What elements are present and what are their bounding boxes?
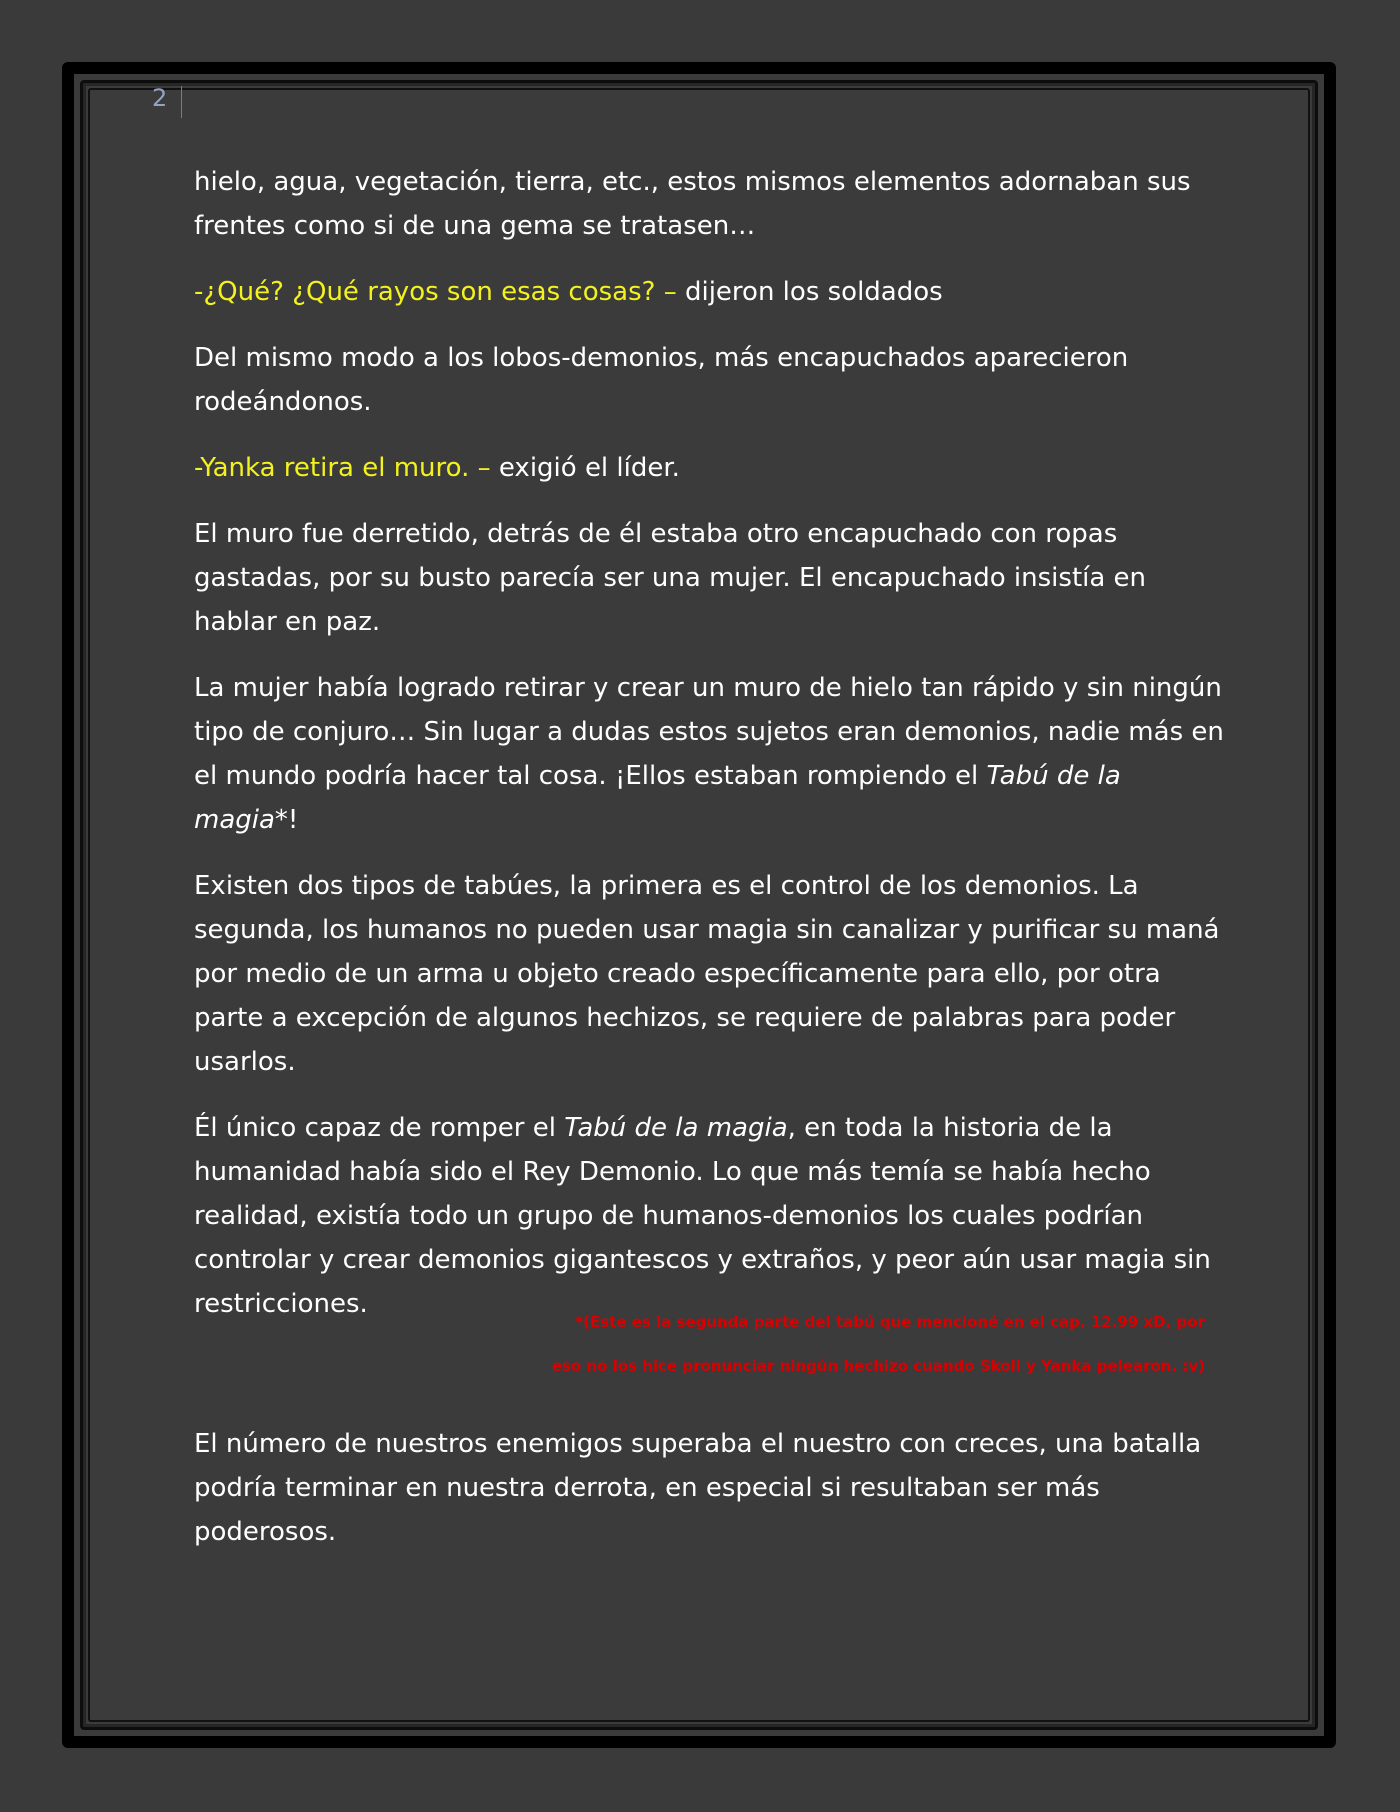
- paragraph-text: *!: [274, 805, 299, 835]
- paragraph-text: , en toda la historia de la humanidad había sido el Rey Demonio. Lo que más temía se había hecho realidad, existía todo un grupo de humanos-demonios los cuales podrían controlar y crear demonios gigantescos y extraños, y peor aún usar magia sin restricciones.: [194, 1113, 1211, 1319]
- dialogue-narration: dijeron los soldados: [676, 277, 943, 307]
- paragraph-text: La mujer había logrado retirar y crear un muro de hielo tan rápido y sin ningún tipo de conjuro… Sin lugar a dudas estos sujetos eran demonios, nadie más en el mundo podría hacer tal cosa. ¡Ellos estaban rompiendo el: [194, 673, 1224, 791]
- footnote-line-1: *(Este es la segunda parte del tabú que mencioné en el cap. 12.99 xD, por: [575, 1313, 1205, 1331]
- paragraph-5: El muro fue derretido, detrás de él estaba otro encapuchado con ropas gastadas, por su busto parecía ser una mujer. El encapuchado insistía en hablar en paz.: [194, 519, 1147, 637]
- paragraph-7: Existen dos tipos de tabúes, la primera es el control de los demonios. La segunda, los humanos no pueden usar magia sin canalizar y purificar su maná por medio de un arma u objeto creado específicamente para ello, por otra parte a excepción de algunos hechizos, se requiere de palabras para poder usarlos.: [194, 871, 1220, 1077]
- dialogue-speech: -¿Qué? ¿Qué rayos son esas cosas? –: [194, 277, 677, 307]
- dialogue-narration: exigió el líder.: [490, 453, 680, 483]
- paragraph-8: [194, 1106, 1224, 1326]
- paragraph-final: El número de nuestros enemigos superaba el nuestro con creces, una batalla podría terminar en nuestra derrota, en especial si resultaban ser más poderosos.: [194, 1429, 1202, 1547]
- paragraph-3: Del mismo modo a los lobos-demonios, más encapuchados aparecieron rodeándonos.: [194, 343, 1129, 417]
- paragraph-6: [194, 666, 1224, 842]
- paragraph-4-dialogue: [194, 446, 1224, 490]
- page-number: 2: [152, 84, 168, 112]
- footnote-line-2: eso no los hice pronunciar ningún hechizo cuando Skoll y Yanka pelearon. :v): [551, 1357, 1205, 1375]
- italic-term: Tabú de la magia: [564, 1113, 788, 1143]
- document-body: [194, 160, 1224, 1348]
- italic-term: Tabú de la magia: [194, 761, 1121, 835]
- paragraph-text: Él único capaz de romper el: [194, 1113, 565, 1143]
- paragraph-2-dialogue: [194, 270, 1224, 314]
- paragraph-1: hielo, agua, vegetación, tierra, etc., estos mismos elementos adornaban sus frentes como si de una gema se tratasen…: [194, 167, 1191, 241]
- dialogue-speech: -Yanka retira el muro. –: [194, 453, 491, 483]
- text-caret: [181, 86, 182, 118]
